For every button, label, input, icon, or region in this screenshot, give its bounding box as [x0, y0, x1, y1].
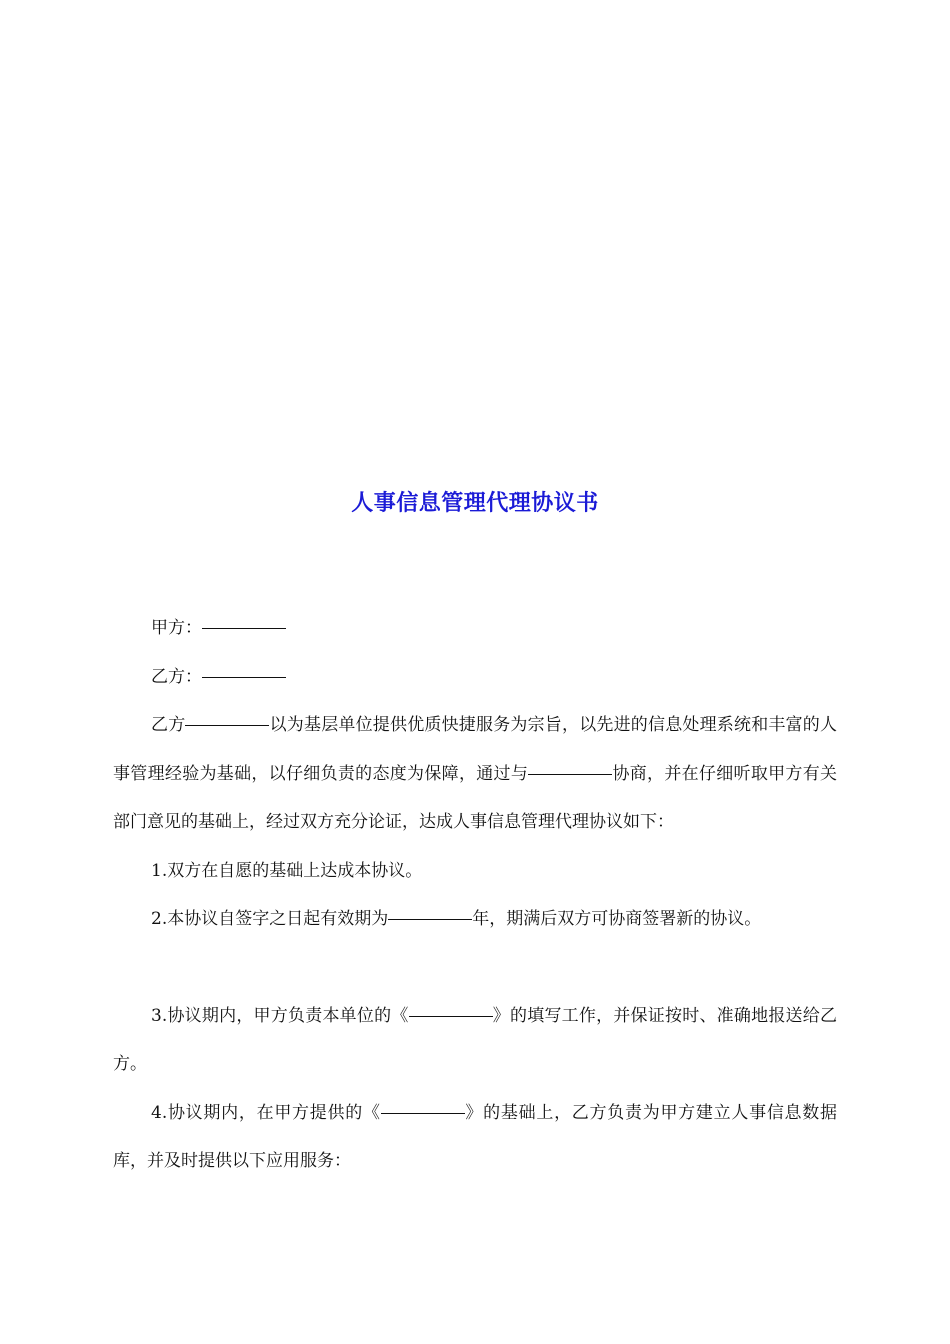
party-a-blank: [202, 627, 286, 629]
document-body: [113, 604, 837, 1186]
party-b-line: [113, 653, 837, 702]
clause-4-text-b: 》的基础上，乙方负责为甲方建立人事信息数据库，并及时提供以下应用服务：: [113, 1102, 837, 1171]
clause-3-text-a: 3.协议期内，甲方负责本单位的《: [151, 1005, 409, 1026]
party-b-blank: [202, 676, 286, 678]
clause-3-text-b: 》的填写工作，并保证按时、准确地报送给乙方。: [113, 1005, 837, 1074]
clause-3: [113, 992, 837, 1089]
clause-4: [113, 1089, 837, 1186]
document-title: 人事信息管理代理协议书: [351, 491, 599, 516]
clause-2-blank: [388, 918, 472, 920]
intro-text-2: 以为基层单位提供优质快捷服务为宗旨，以先进的信息处理系统和丰富的人事管理经验为基础，以仔细负责的态度为保障，通过与: [113, 715, 838, 784]
party-a-line: [113, 604, 837, 653]
clause-2-text-b: 年，期满后双方可协商签署新的协议。: [472, 909, 762, 929]
clause-4-blank: [381, 1112, 465, 1114]
intro-text-1: 乙方: [151, 715, 186, 735]
clause-3-blank: [409, 1015, 493, 1017]
intro-blank-1: [185, 724, 269, 726]
intro-blank-2: [528, 773, 612, 775]
clause-4-text-a: 4.协议期内，在甲方提供的《: [151, 1102, 381, 1123]
party-b-label: 乙方：: [151, 666, 202, 687]
paragraph-gap: [113, 944, 837, 992]
clause-2: [113, 895, 837, 944]
clause-2-text-a: 2.本协议自签字之日起有效期为: [151, 909, 389, 929]
party-a-label: 甲方：: [151, 618, 202, 638]
intro-text-3: 协商，并在仔细听取甲方有关部门意见的基础上，经过双方充分论证，达成人事信息管理代理协议如下：: [113, 763, 838, 832]
intro-paragraph: [113, 701, 837, 847]
clause-1: 1.双方在自愿的基础上达成本协议。: [151, 860, 423, 881]
